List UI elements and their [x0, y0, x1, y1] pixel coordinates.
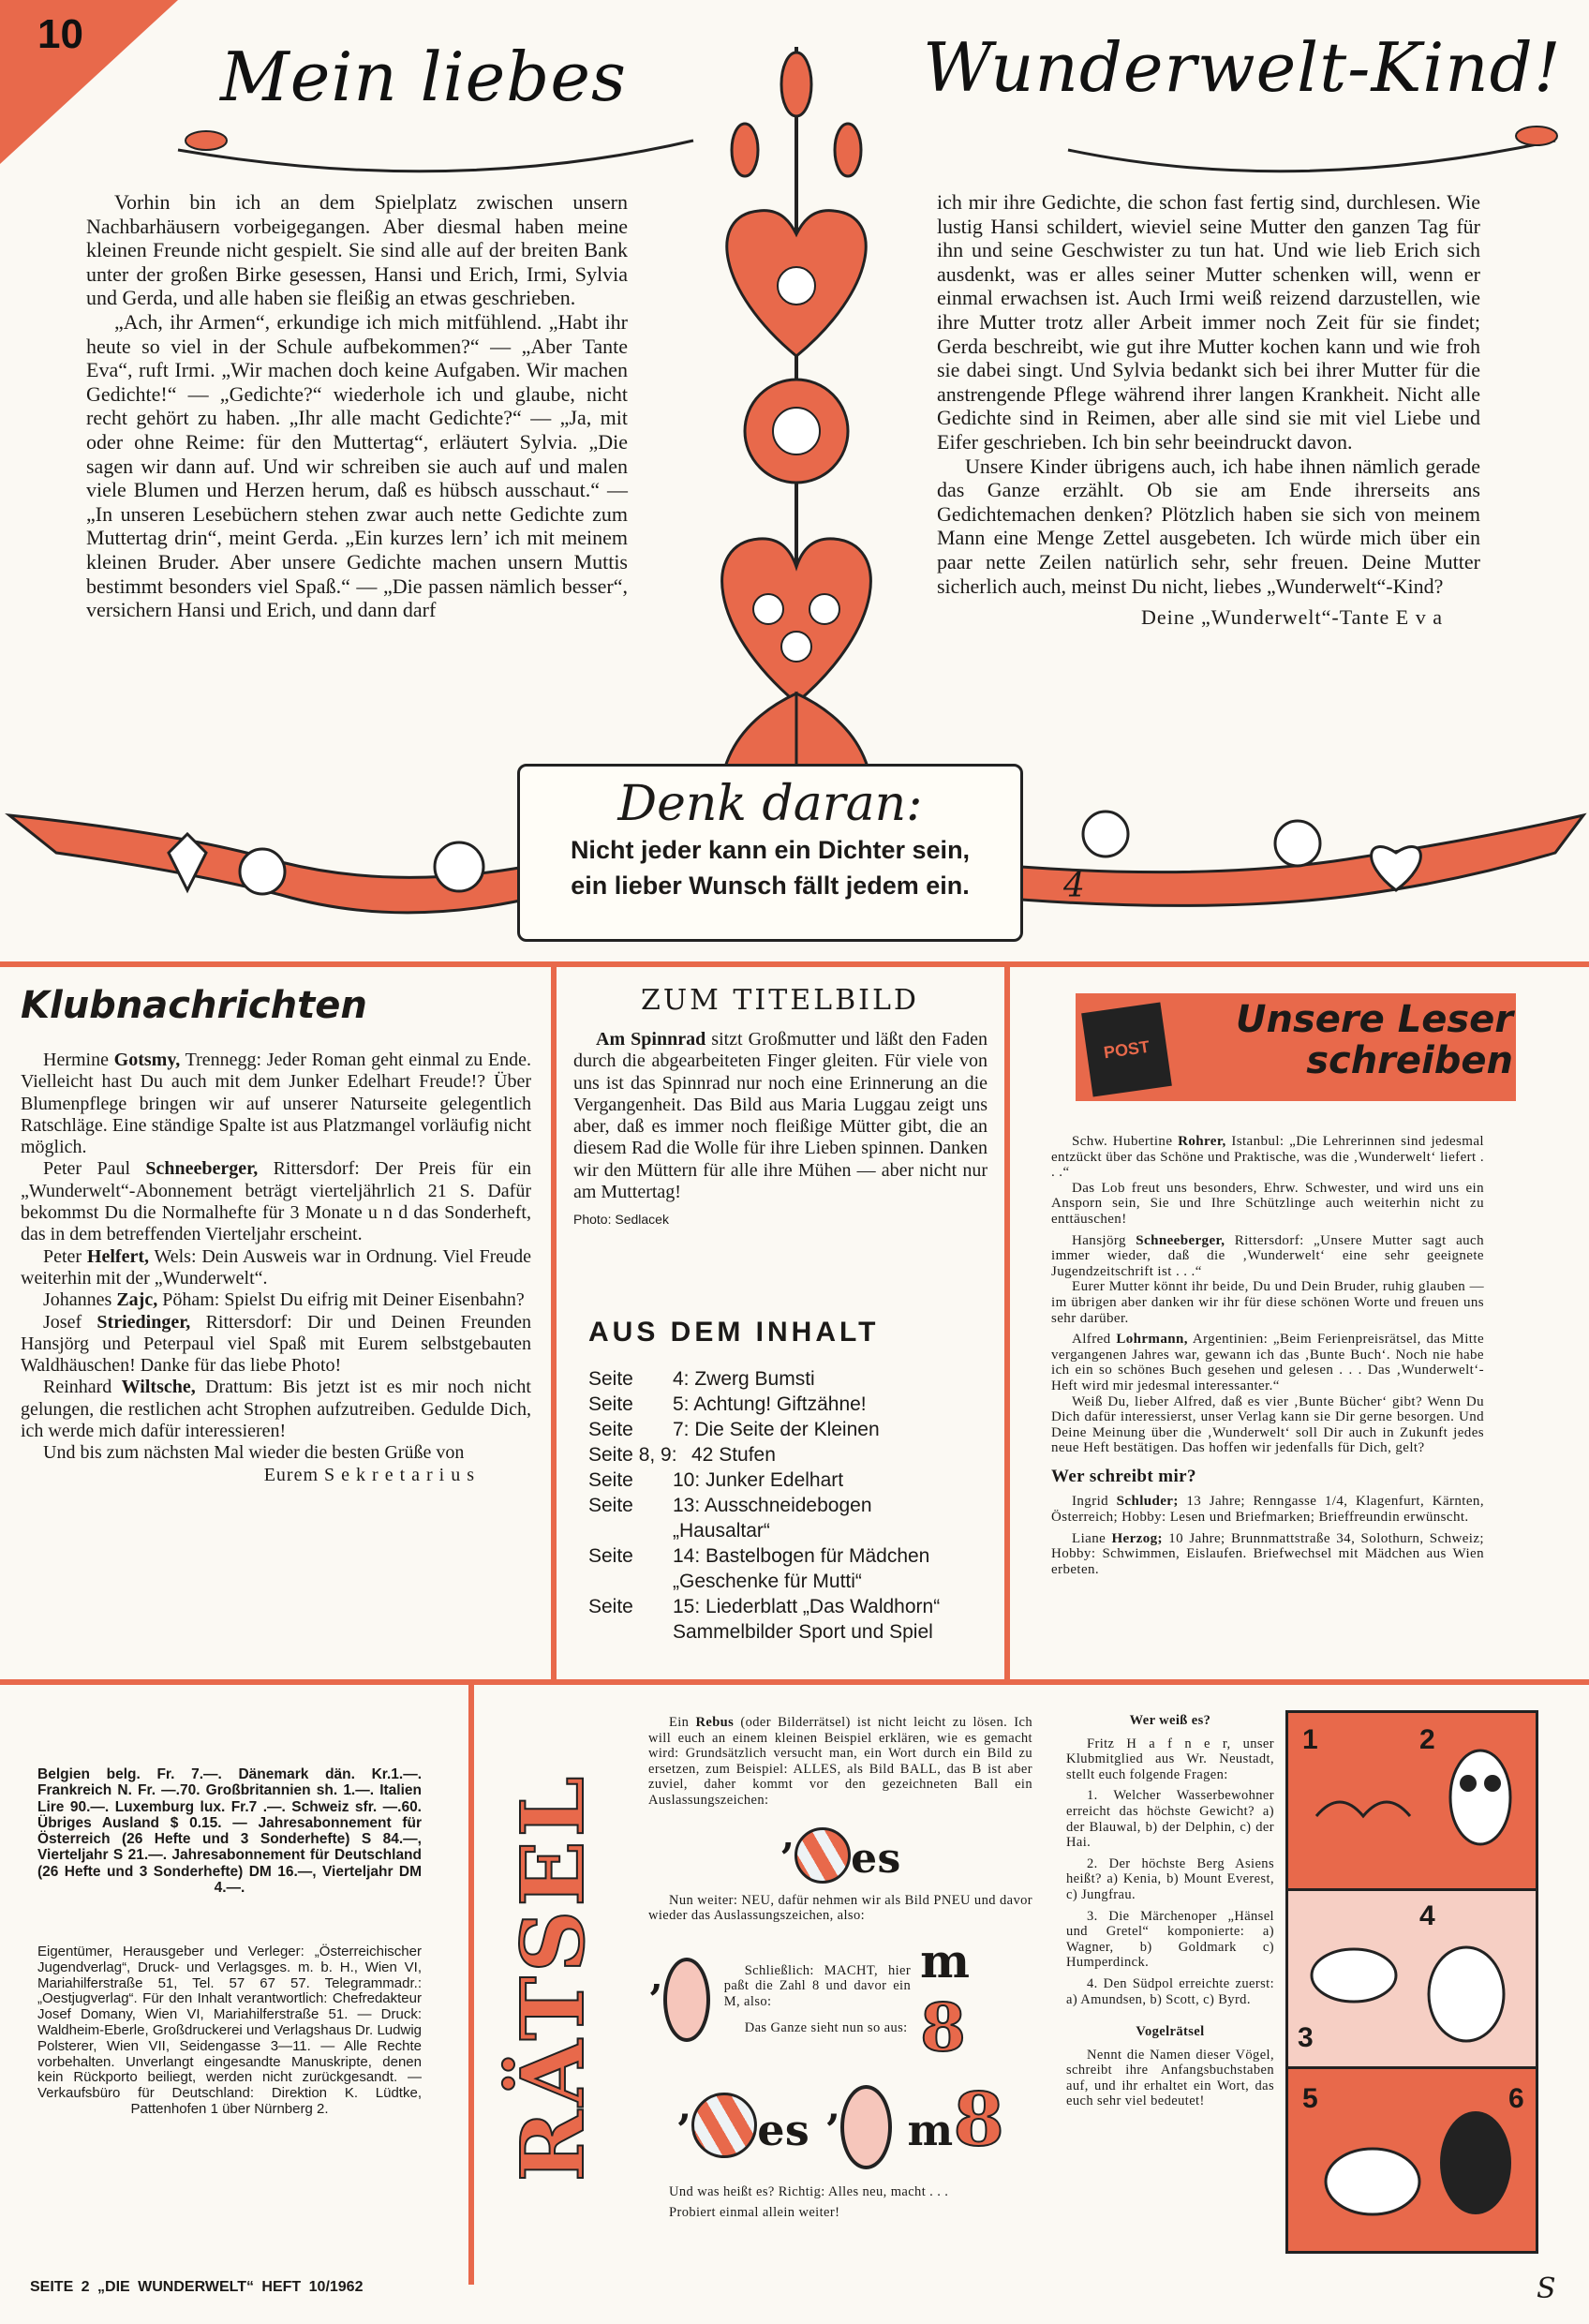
- letter-paragraph: Unsere Kinder übrigens auch, ich habe ihnen nämlich gerade das Ganze erzählt. Ob sie am Ende ihrerseits ans Gedichtemachen denken? Plötzlich haben sie sich von meinem Mann eine Menge Zettel ausgebeten. Ich würde mich über ein paar nette Zeilen natürlich sehr, sehr freuen. Deine Mutter sicherlich auch, meinst Du nicht, liebes „Wunderwelt“-Kind?: [937, 454, 1480, 598]
- rebus-column: Ein Rebus (oder Bilderrätsel) ist nicht leicht zu lösen. Ich will euch an einem kleinen Beispiel erklären, wie es gemacht wird: Grundsätzlich versucht man, ein Wort durch ein Bild zu ersetzen, zum Beispiel: ALLES, als Bild BALL, das B ist aber zuviel, daher kommt vor den gezeichneten Ball ein Auslassungszeichen: ’ es Nun weiter: NEU, dafür nehmen wir als Bild PNEU und davor wieder das Auslassungszeichen, also: ’ Schließlich: MACHT, hier paßt die Zahl 8 und davor ein M, also: Das Ganze sieht nun so aus: m 8 ’ es ’ m8 Und was heißt es? Richtig: Alles neu, macht . . . Probiert einmal allein weiter!: [648, 1715, 1032, 2221]
- leser-title: Unsere Leser schreiben: [1236, 998, 1513, 1082]
- toc-row[interactable]: Seite 13: Ausschneidebogen „Hausaltar“: [588, 1495, 872, 1542]
- price-list: Belgien belg. Fr. 7.—. Dänemark dän. Kr.1.—. Frankreich N. Fr. —.70. Großbritannien sh. 1.—. Italien Lire 90.—. Luxemburg lux. Fr.7 .—. Schweiz sfr. —.60. Übriges Ausland $ 0.15. — Jahresabonnement für Österreich (26 Hefte und 3 Sonderhefte) S 84.—, Vierteljahr S 21.—. Jahresabonnement für Deutschland (26 Hefte und 3 Sonderhefte) DM 16.—, Vierteljahr DM 4.—.: [37, 1766, 422, 1897]
- letter-right-column: [937, 190, 1480, 630]
- column-divider: [1004, 967, 1010, 1679]
- letter-left-column: [86, 190, 628, 622]
- klub-entry: Hermine Gotsmy, Trennegg: Jeder Roman geht einmal zu Ende. Vielleicht hast Du auch mit dem Junker Edelhart Freude!? Über Blumenpflege bringen wir auf unserer Naturseite gelegentlich Ratschläge. Eine ständige Spalte ist aus Platzmangel vorläufig nicht möglich.: [21, 1050, 531, 1158]
- photo-credit: Photo: Sedlacek: [573, 1212, 669, 1228]
- letter-paragraph: ich mir ihre Gedichte, die schon fast fertig sind, durchlesen. Wie lustig Hansi schildert, wieviel seine Mutter den ganzen Tag für ihn und seine Geschwister zu tun hat. Und wie lieb Erich sich ausdenkt, was er alles seiner Mutter schenken will, wenn er einmal erwachsen ist. Auch Irmi weiß reizend darzustellen, wie ihre Mutter trotz aller Arbeit immer noch Zeit für sie findet; Gerda beschreibt, wie gut ihre Mutter kochen kann und wie froh sie dabei singt. Und Sylvia bedankt sich bei ihrer Mutter für die anstrengende Pflege während ihrer langen Krankheit. Nicht alle Gedichte sind in Reimen, aber alle sind sie mit viel Liebe und Eifer geschrieben. Ich bin sehr beeindruckt davon.: [937, 190, 1480, 454]
- klub-signature: Eurem S e k r e t a r i u s: [263, 1464, 475, 1485]
- rebus-example-neu: ’: [648, 1958, 710, 2042]
- quiz-question: 3. Die Märchenoper „Hänsel und Gretel“ komponierte: a) Wagner, b) Goldmark c) Humperdinck.: [1066, 1908, 1274, 1971]
- table-of-contents: [588, 1366, 991, 1645]
- toc-row[interactable]: Seite 15: Liederblatt „Das Waldhorn“ Sammelbilder Sport und Spiel: [588, 1596, 941, 1643]
- toc-row[interactable]: Seite 5: Achtung! Giftzähne!: [588, 1393, 867, 1415]
- footer-issue: SEITE 2 „DIE WUNDERWELT“ HEFT 10/1962: [30, 2279, 364, 2295]
- motto-line-1: Nicht jeder kann ein Dichter sein,: [570, 836, 971, 864]
- klub-entry: Johannes Zajc, Pöham: Spielst Du eifrig mit Deiner Eisenbahn?: [43, 1289, 525, 1311]
- ball-icon: [691, 2093, 757, 2158]
- quiz-question: 1. Welcher Wasserbewohner erreicht das höchste Gewicht? a) der Blauwal, b) der Delphin, c) der Hai.: [1066, 1788, 1274, 1851]
- leser-column: Schw. Hubertine Rohrer, Istanbul: „Die Lehrerinnen sind jedesmal entzückt über das Schöne und Praktische, was die ‚Wunderwelt‘ liefert . . .“ Das Lob freut uns besonders, Ehrw. Schwester, und wird uns ein Ansporn sein, Sie und Ihre Schützlinge auch weiterhin nicht zu enttäuschen! Hansjörg Schneeberger, Rittersdorf: „Unsere Mutter sagt auch immer wieder, daß die ‚Wunderwelt‘ eine sehr geeignete Jugendzeitschrift ist . . .“ Eurer Mutter könnt ihr beide, Du und Dein Bruder, ruhig glauben — im übrigen aber danken wir ihr für diese schönen Worte und freuen uns sehr darüber. Alfred Lohrmann, Argentinien: „Beim Ferienpreisrätsel, das Mitte vergangenen Jahres war, gewann ich das ‚Bunte Buch‘. Noch nie habe ich ein so schönes Buch gesehen und gelesen . . . Das ‚Wunderwelt‘-Heft wird mir jedesmal interessanter.“ Weiß Du, lieber Alfred, daß es vier ‚Bunte Bücher‘ gibt? Wenn Du Dich dafür interessierst, unser Verlag kann sie Dir gerne besorgen. Und Deine Meinung über die ‚Wunderwelt‘ soll Dir auch in Zukunft jedes neue Heft bestätigen. Das hoffen wir jedenfalls für Dich, gelt? Wer schreibt mir? Ingrid Schluder; 13 Jahre; Renngasse 1/4, Klagenfurt, Kärnten, Österreich; Hobby: Lesen und Briefmarken; Brieffreundin erwünscht. Liane Herzog; 10 Jahre; Brunnmattstraße 34, Solothurn, Schweiz; Hobby: Schwimmen, Eislaufen. Briefwechsel mit Mädchen aus Wien erbeten.: [1051, 1134, 1484, 1577]
- publisher-info: Eigentümer, Herausgeber und Verleger: „Österreichischer Jugendverlag“, Druck- und Verlagsges. m. b. H., Wien VI, Mariahilferstraße 51, Tel. 57 67 57. Telegrammadr.: „Oestjugverlag“. Für den Inhalt verantwortlich: Chefredakteur Josef Domany, Wien VI, Mariahilferstraße 51. — Druck: Waldheim-Eberle, Großdruckerei und Verlagshaus Dr. Ludwig Polsterer, Wien VII, Seidengasse 3—11. — Alle Rechte vorbehalten. Unverlangt eingesandte Manuskripte, denen kein Rückporto beiliegt, werden nicht zurückgesandt. — Verkaufsbüro für Deutschland: Direktion K. Lüdtke, Pattenhofen 1 über Nürnberg 2.: [37, 1944, 422, 2117]
- quiz-question: 4. Den Südpol erreichte zuerst: a) Amundsen, b) Scott, c) Byrd.: [1066, 1975, 1274, 2007]
- klub-entry: Und bis zum nächsten Mal wieder die besten Grüße von: [43, 1442, 465, 1464]
- letter-paragraph: „Ach, ihr Armen“, erkundige ich mich mitfühlend. „Habt ihr heute so viel in der Schule aufbekommen?“ — „Aber Tante Eva“, ruft Irmi. „Wir machen doch keine Aufgaben. Wir machen Gedichte!“ — „Gedichte?“ wiederhole ich und glaube, nicht recht gehört zu haben. „Ihr alle macht Gedichte?“ — „Ja, mit oder ohne Reime: für den Muttertag“, erläutert Sylvia. „Die sagen wir dann auf. Und wir schreiben sie auch auf und malen viele Blumen und Herzen herum, daß es hübsch ausschaut.“ — „In unseren Lesebüchern stehen zwar auch nette Gedichte zum Muttertag drin“, meint Gerda. „Ein kurzes lern’ ich mit meinem kleinen Bruder. Aber unsere Gedichte machen unsern Muttis bestimmt besonders viel Spaß.“ — „Die passen nämlich besser“, versichern Hansi und Erich, und dann darf: [86, 309, 628, 622]
- klub-column: [21, 1050, 531, 1486]
- rebus-example-alles: ’ es: [648, 1809, 1032, 1893]
- quiz-question: 2. Der höchste Berg Asiens heißt? a) Kenia, b) Mount Everest, c) Jungfrau.: [1066, 1855, 1274, 1902]
- tire-icon: [663, 1958, 710, 2042]
- column-divider: [468, 1685, 474, 2285]
- klub-entry: Peter Helfert, Wels: Dein Ausweis war in Ordnung. Viel Freude weiterhin mit der „Wunderwelt“.: [21, 1245, 531, 1289]
- rebus-example-macht: m 8: [920, 1932, 971, 2066]
- ball-icon: [794, 1827, 851, 1884]
- letter-signature: Deine „Wunderwelt“-Tante E v a: [1141, 605, 1443, 630]
- title-left: Mein liebes: [220, 37, 627, 116]
- klub-entry: Reinhard Wiltsche, Drattum: Bis jetzt ist es mir noch nicht gelungen, die restlichen acht Strophen aufzutreiben. Gedulde Dich, ich werde mich dafür interessieren!: [21, 1377, 531, 1442]
- artist-monogram: S: [1537, 2272, 1556, 2305]
- klub-entry: Josef Striedinger, Rittersdorf: Dir und Deinen Freunden Hansjörg und Peterpaul viel Spaß mit Eurem selbstgebauten Waldhäuschen! Danke für das liebe Photo!: [21, 1311, 531, 1377]
- section-divider: [0, 1679, 1589, 1685]
- raetsel-vertical-title: RÄTSEL: [502, 1772, 603, 2182]
- artist-initial: 4: [1063, 867, 1085, 905]
- toc-row[interactable]: Seite 7: Die Seite der Kleinen: [588, 1419, 880, 1440]
- motto-title: Denk daran:: [617, 776, 923, 832]
- motto-line-2: ein lieber Wunsch fällt jedem ein.: [571, 872, 970, 900]
- page-number: 10: [37, 11, 83, 57]
- klub-entry: Peter Paul Schneeberger, Rittersdorf: Der Preis für ein „Wunderwelt“-Abonnement beträgt vierteljährlich 21 S. Dafür bekommst Du die Normalhefte für 3 Monate u n d das Sonderheft, das in dem betreffenden Vierteljahr erscheint.: [21, 1158, 531, 1245]
- titelbild-text: Am Spinnrad sitzt Großmutter und läßt den Faden durch die abgearbeiteten Finger gleiten. Für viele von uns ist das Spinnrad nur noch eine Erinnerung an die Vergangenheit. Das Bild aus Maria Luggau zeigt uns aber, daß es immer noch fleißige Mütter gibt, die an diesem Rad die Wolle für ihre Lieben spinnen. Danken wir den Müttern für alle ihre Mühen — aber nicht nur am Muttertag! Photo: Sedlacek: [573, 1029, 988, 1231]
- tire-icon: [840, 2085, 892, 2169]
- section-divider: [0, 961, 1589, 967]
- quiz-column: Wer weiß es? Fritz H a f n e r, unser Klubmitglied aus Wr. Neustadt, stellt euch folgende Fragen: 1. Welcher Wasserbewohner erreicht das höchste Gewicht? a) der Blauwal, b) der Delphin, c) der Hai. 2. Der höchste Berg Asiens heißt? a) Kenia, b) Mount Everest, c) Jungfrau. 3. Die Märchenoper „Hänsel und Gretel“ komponierte: a) Wagner, b) Goldmark c) Humperdinck. 4. Den Südpol erreichte zuerst: a) Amundsen, b) Scott, c) Byrd. Vogelrätsel Nennt die Namen dieser Vögel, schreibt ihre Anfangsbuchstaben auf, und ihr erhaltet ein Wort, das euch sehr viel bedeutet!: [1066, 1713, 1274, 2109]
- title-right: Wunderwelt-Kind!: [923, 28, 1562, 107]
- motto-box: [517, 764, 1023, 942]
- toc-row[interactable]: Seite 14: Bastelbogen für Mädchen „Geschenke für Mutti“: [588, 1545, 930, 1592]
- wer-schreibt-title: Wer schreibt mir?: [1051, 1466, 1196, 1486]
- rebus-solution: ’ es ’ m8: [648, 2078, 1032, 2169]
- page-corner-triangle: [0, 0, 178, 164]
- bird-drawings: [1288, 1713, 1536, 2251]
- toc-row[interactable]: Seite 8, 9: 42 Stufen: [588, 1444, 776, 1466]
- post-stamp-icon: POST: [1081, 1003, 1172, 1097]
- toc-row[interactable]: Seite 10: Junker Edelhart: [588, 1469, 844, 1491]
- titelbild-title: ZUM TITELBILD: [641, 984, 919, 1017]
- bird-puzzle-panel: 1 2 3 4 5 6: [1285, 1710, 1538, 2254]
- column-divider: [551, 967, 557, 1679]
- toc-row[interactable]: Seite 4: Zwerg Bumsti: [588, 1368, 815, 1390]
- letter-paragraph: Vorhin bin ich an dem Spielplatz zwischen unsern Nachbarhäusern vorbeigegangen. Aber diesmal haben meine kleinen Freunde nicht gespielt. Sie sind alle auf der breiten Bank unter der großen Birke gesessen, Hansi und Erich, Irmi, Sylvia und Gerda, und alle haben sie fleißig an etwas geschrieben.: [86, 190, 628, 310]
- klub-title: Klubnachrichten: [21, 984, 367, 1027]
- inhalt-title: AUS DEM INHALT: [588, 1317, 880, 1348]
